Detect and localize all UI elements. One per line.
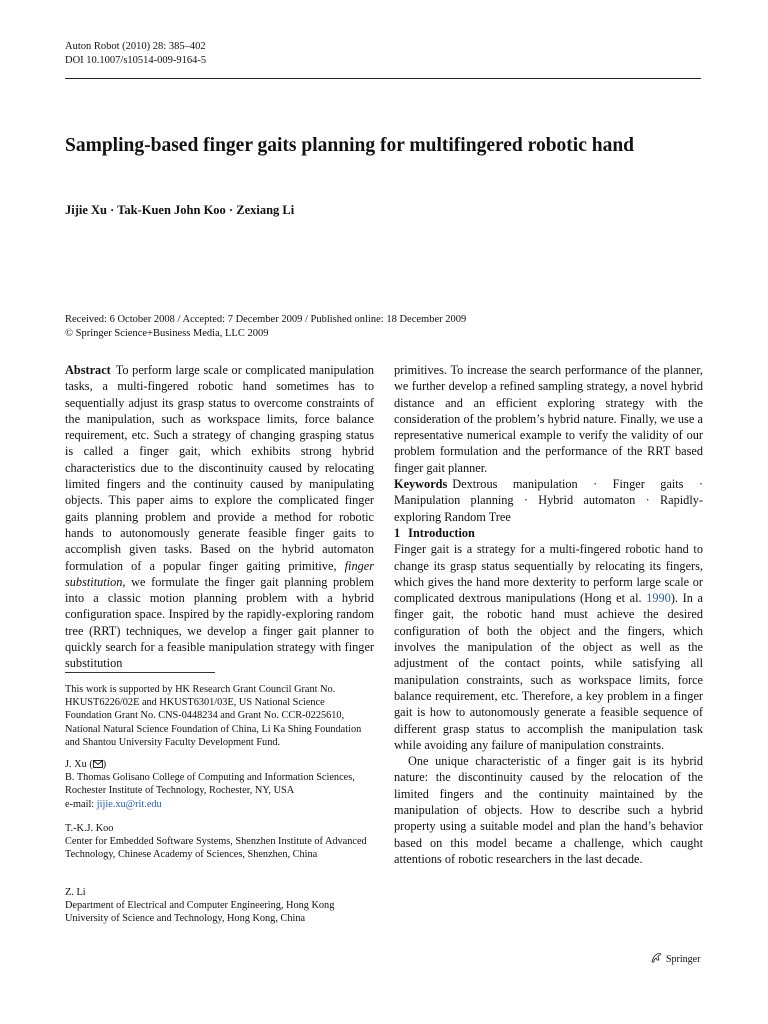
abstract bbox=[65, 362, 374, 672]
springer-horse-icon bbox=[650, 951, 666, 967]
author1-name-line bbox=[65, 758, 374, 771]
author2-affiliation: Center for Embedded Software Systems, Shenzhen Institute of Advanced Technology, Chinese Academy of Sciences, Shenzhen, China bbox=[65, 836, 367, 861]
springer-logo bbox=[650, 951, 700, 967]
email-label: e-mail: bbox=[65, 798, 97, 810]
author-affiliation-1 bbox=[65, 758, 374, 811]
funding-footnote bbox=[65, 683, 374, 749]
received-accepted-line: Received: 6 October 2008 / Accepted: 7 December 2009 / Published online: 18 December 2009 bbox=[65, 314, 467, 325]
author2-name: T.-K.J. Koo bbox=[65, 823, 114, 834]
author-affiliation-2 bbox=[65, 822, 374, 862]
abstract-text-left-end: , we formulate the finger gait planning problem into a classic motion planning problem with a hybrid configuration space. Inspired by the rapidly-exploring random tree (RRT) techniques, we develop a finger gait planner to quickly search for a feasible manipulation strategy with finger substitution bbox=[65, 574, 374, 671]
abstract-emphasis: finger substitution bbox=[65, 558, 374, 589]
publication-dates bbox=[65, 313, 466, 340]
keywords-text: Dextrous manipulation · Finger gaits · Manipulation planning · Hybrid automaton · Rapidly-exploring Random Tree bbox=[394, 477, 703, 524]
author1-affiliation: B. Thomas Golisano College of Computing and Information Sciences, Rochester Institute of Technology, Rochester, NY, USA bbox=[65, 772, 355, 797]
author1-email-link[interactable]: jijie.xu@rit.edu bbox=[96, 798, 162, 810]
keywords bbox=[394, 476, 703, 525]
section-title: Introduction bbox=[408, 525, 475, 540]
abstract-text-left: To perform large scale or complicated manipulation tasks, a multi-fingered robotic hand sometimes has to sequentially adjust its grasp status to overcome constraints of the manipulation, such as workspace limits, force balance requirement, etc. Such a strategy of changing grasping status is called a finger gait, which exhibits strong hybrid characteristics due to the discontinuity caused by relocating limited fingers and the continuity caused by manipulating objects. This paper aims to explore the complicated finger gaits planning problem and provide a method for robotic hands to autonomously generate feasible finger gaits to accomplish given tasks. Based on the hybrid automaton formulation of a popular finger gaiting primitive, bbox=[65, 363, 374, 573]
author3-name: Z. Li bbox=[65, 887, 86, 898]
doi: DOI 10.1007/s10514-009-9164-5 bbox=[65, 54, 207, 66]
section-number: 1 bbox=[394, 525, 401, 540]
right-column bbox=[394, 362, 703, 867]
intro-paragraph-1 bbox=[394, 541, 703, 753]
journal-header bbox=[65, 40, 206, 67]
abstract-continued: primitives. To increase the search performance of the planner, we further develop a refined sampling strategy, a novel hybrid distance and an efficient exploring strategy with the consideration of the problem’s hybrid nature. Finally, we use a representative numerical example to verify the validity of our problem formulation and the performance of the RRT based finger gait planner. bbox=[394, 363, 703, 475]
abstract-label: Abstract bbox=[65, 363, 111, 377]
section-heading-introduction bbox=[394, 525, 703, 541]
citation-link[interactable]: 1990 bbox=[646, 591, 671, 606]
author1-email-line bbox=[65, 798, 374, 811]
footnote-rule bbox=[65, 672, 215, 673]
left-column bbox=[65, 362, 374, 672]
intro-p1-text-end: ). In a finger gait, the robotic hand must achieve the desired configuration of both the object and the fingers, which involves the manipulation of the object as well as the adjustment of the contact points, while satisfying all manipulation constraints, such as workspace limits, force balance requirement, etc. Therefore, a key problem in a finger gait is how to autonomously generate a feasible sequence of different grasp status to accomplish the manipulation task while avoiding any failure of manipulation constraints. bbox=[394, 591, 703, 752]
funding-text: This work is supported by HK Research Grant Council Grant No. HKUST6226/02E and HKUST6301/03E, US National Science Foundation Grant No. CNS-0448234 and Grant No. CCR-0225610, National Natural Science Foundation of China, Li Ka Shing Foundation and Shantou University Faculty Development Fund. bbox=[65, 684, 362, 748]
paper-title: Sampling-based finger gaits planning for multifingered robotic hand bbox=[65, 135, 635, 156]
author1-name: J. Xu ( bbox=[65, 759, 93, 770]
springer-wordmark: Springer bbox=[666, 953, 701, 965]
author-affiliation-3 bbox=[65, 886, 374, 926]
header-rule bbox=[65, 78, 701, 79]
intro-p1-text: Finger gait is a strategy for a multi-fingered robotic hand to change its grasp status sequentially by relocating its fingers, which gives the hand more dexterity to perform large scale or complicated dextrous manipulations (Hong et al. bbox=[394, 542, 703, 606]
copyright-line: © Springer Science+Business Media, LLC 2009 bbox=[65, 327, 269, 339]
author3-affiliation: Department of Electrical and Computer Engineering, Hong Kong University of Science and Technology, Hong Kong, China bbox=[65, 900, 335, 925]
author-list: Jijie Xu · Tak-Kuen John Koo · Zexiang Li bbox=[65, 203, 295, 217]
author1-name-end: ) bbox=[102, 759, 107, 770]
journal-citation: Auton Robot (2010) 28: 385–402 bbox=[65, 41, 206, 52]
envelope-icon bbox=[93, 759, 103, 770]
intro-paragraph-2: One unique characteristic of a finger gait is its hybrid nature: the discontinuity caused by the relocation of the limited fingers and the continuity maintained by the manipulation of objects. How to describe such a hybrid property using a suitable model and plan the hand’s behavior based on this model became a challenge, which caught attentions of robotic researchers in the last decade. bbox=[394, 754, 703, 866]
keywords-label: Keywords bbox=[394, 477, 448, 492]
